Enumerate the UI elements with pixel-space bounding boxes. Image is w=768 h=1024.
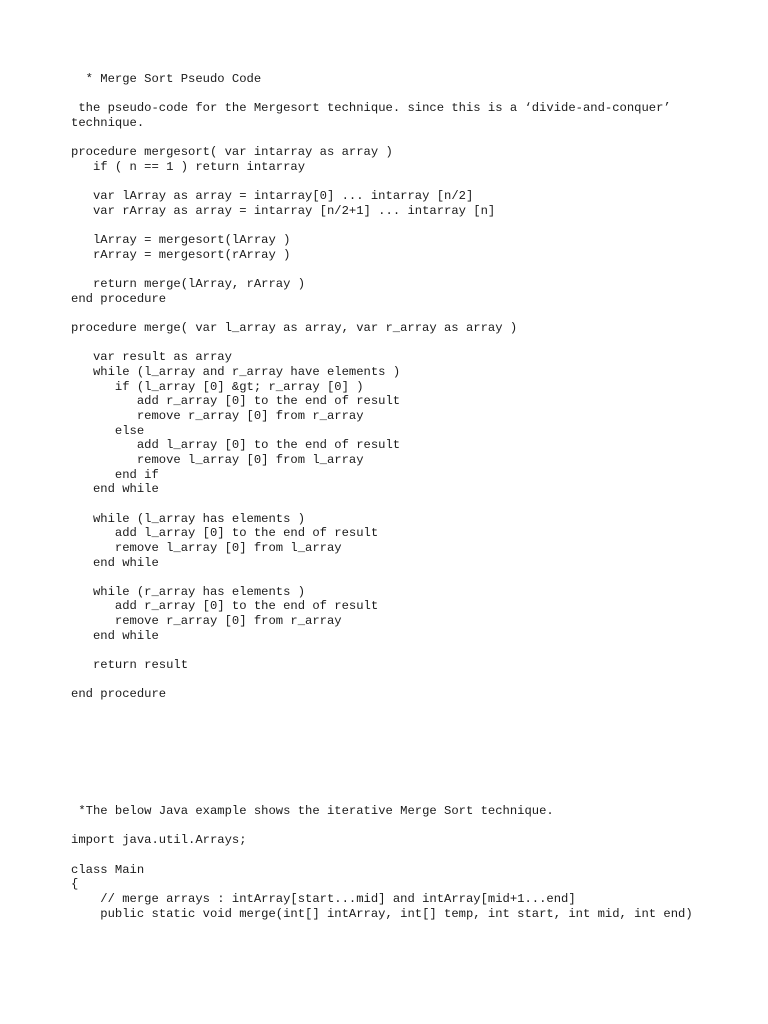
- blank-line: [71, 131, 711, 146]
- code-line: remove r_array [0] from r_array: [71, 408, 364, 423]
- code-line: add l_array [0] to the end of result: [71, 526, 379, 541]
- document-page: [71, 72, 711, 921]
- code-line: var result as array: [71, 350, 232, 365]
- code-line: end while: [71, 628, 159, 643]
- pseudo-code-block: [71, 145, 711, 702]
- code-line: while (l_array and r_array have elements ): [71, 365, 401, 380]
- code-line: else: [71, 423, 145, 438]
- code-line: lArray = mergesort(lArray ): [71, 233, 291, 248]
- code-line: [71, 219, 711, 234]
- java-intro: *The below Java example shows the iterative Merge Sort technique.: [71, 804, 554, 819]
- code-line: return result: [71, 658, 189, 673]
- code-line: public static void merge(int[] intArray, int[] temp, int start, int mid, int end): [71, 906, 693, 921]
- code-line: remove l_array [0] from l_array: [71, 540, 342, 555]
- code-line: end if: [71, 467, 159, 482]
- code-line: var lArray as array = intarray[0] ... intarray [n/2]: [71, 189, 474, 204]
- doc-title: * Merge Sort Pseudo Code: [71, 72, 262, 86]
- spacer: [71, 702, 711, 804]
- java-code-block: [71, 833, 711, 921]
- code-line: {: [71, 877, 79, 892]
- code-line: end procedure: [71, 687, 167, 702]
- code-line: [71, 497, 711, 512]
- blank-line: [71, 87, 711, 102]
- code-line: [71, 336, 711, 351]
- code-line: end while: [71, 555, 159, 570]
- doc-intro: the pseudo-code for the Mergesort technique. since this is a ‘divide-and-conquer’ technique.: [71, 101, 679, 130]
- code-line: remove l_array [0] from l_array: [71, 452, 364, 467]
- code-line: if (l_array [0] &gt; r_array [0] ): [71, 379, 364, 394]
- code-line: add r_array [0] to the end of result: [71, 394, 401, 409]
- code-line: [71, 848, 711, 863]
- code-line: while (l_array has elements ): [71, 511, 306, 526]
- code-line: add l_array [0] to the end of result: [71, 438, 401, 453]
- code-line: [71, 262, 711, 277]
- code-line: var rArray as array = intarray [n/2+1] ... intarray [n]: [71, 203, 496, 218]
- code-line: [71, 570, 711, 585]
- code-line: add r_array [0] to the end of result: [71, 599, 379, 614]
- code-line: procedure mergesort( var intarray as array ): [71, 145, 393, 160]
- code-line: end procedure: [71, 291, 167, 306]
- code-line: [71, 175, 711, 190]
- code-line: [71, 306, 711, 321]
- code-line: remove r_array [0] from r_array: [71, 614, 342, 629]
- code-line: return merge(lArray, rArray ): [71, 277, 306, 292]
- blank-line: [71, 819, 711, 834]
- code-line: if ( n == 1 ) return intarray: [71, 159, 306, 174]
- code-line: import java.util.Arrays;: [71, 833, 247, 848]
- code-line: [71, 643, 711, 658]
- code-line: procedure merge( var l_array as array, var r_array as array ): [71, 321, 518, 336]
- code-line: // merge arrays : intArray[start...mid] and intArray[mid+1...end]: [71, 891, 576, 906]
- code-line: [71, 673, 711, 688]
- code-line: while (r_array has elements ): [71, 584, 306, 599]
- code-line: rArray = mergesort(rArray ): [71, 247, 291, 262]
- code-line: class Main: [71, 862, 145, 877]
- code-line: end while: [71, 482, 159, 497]
